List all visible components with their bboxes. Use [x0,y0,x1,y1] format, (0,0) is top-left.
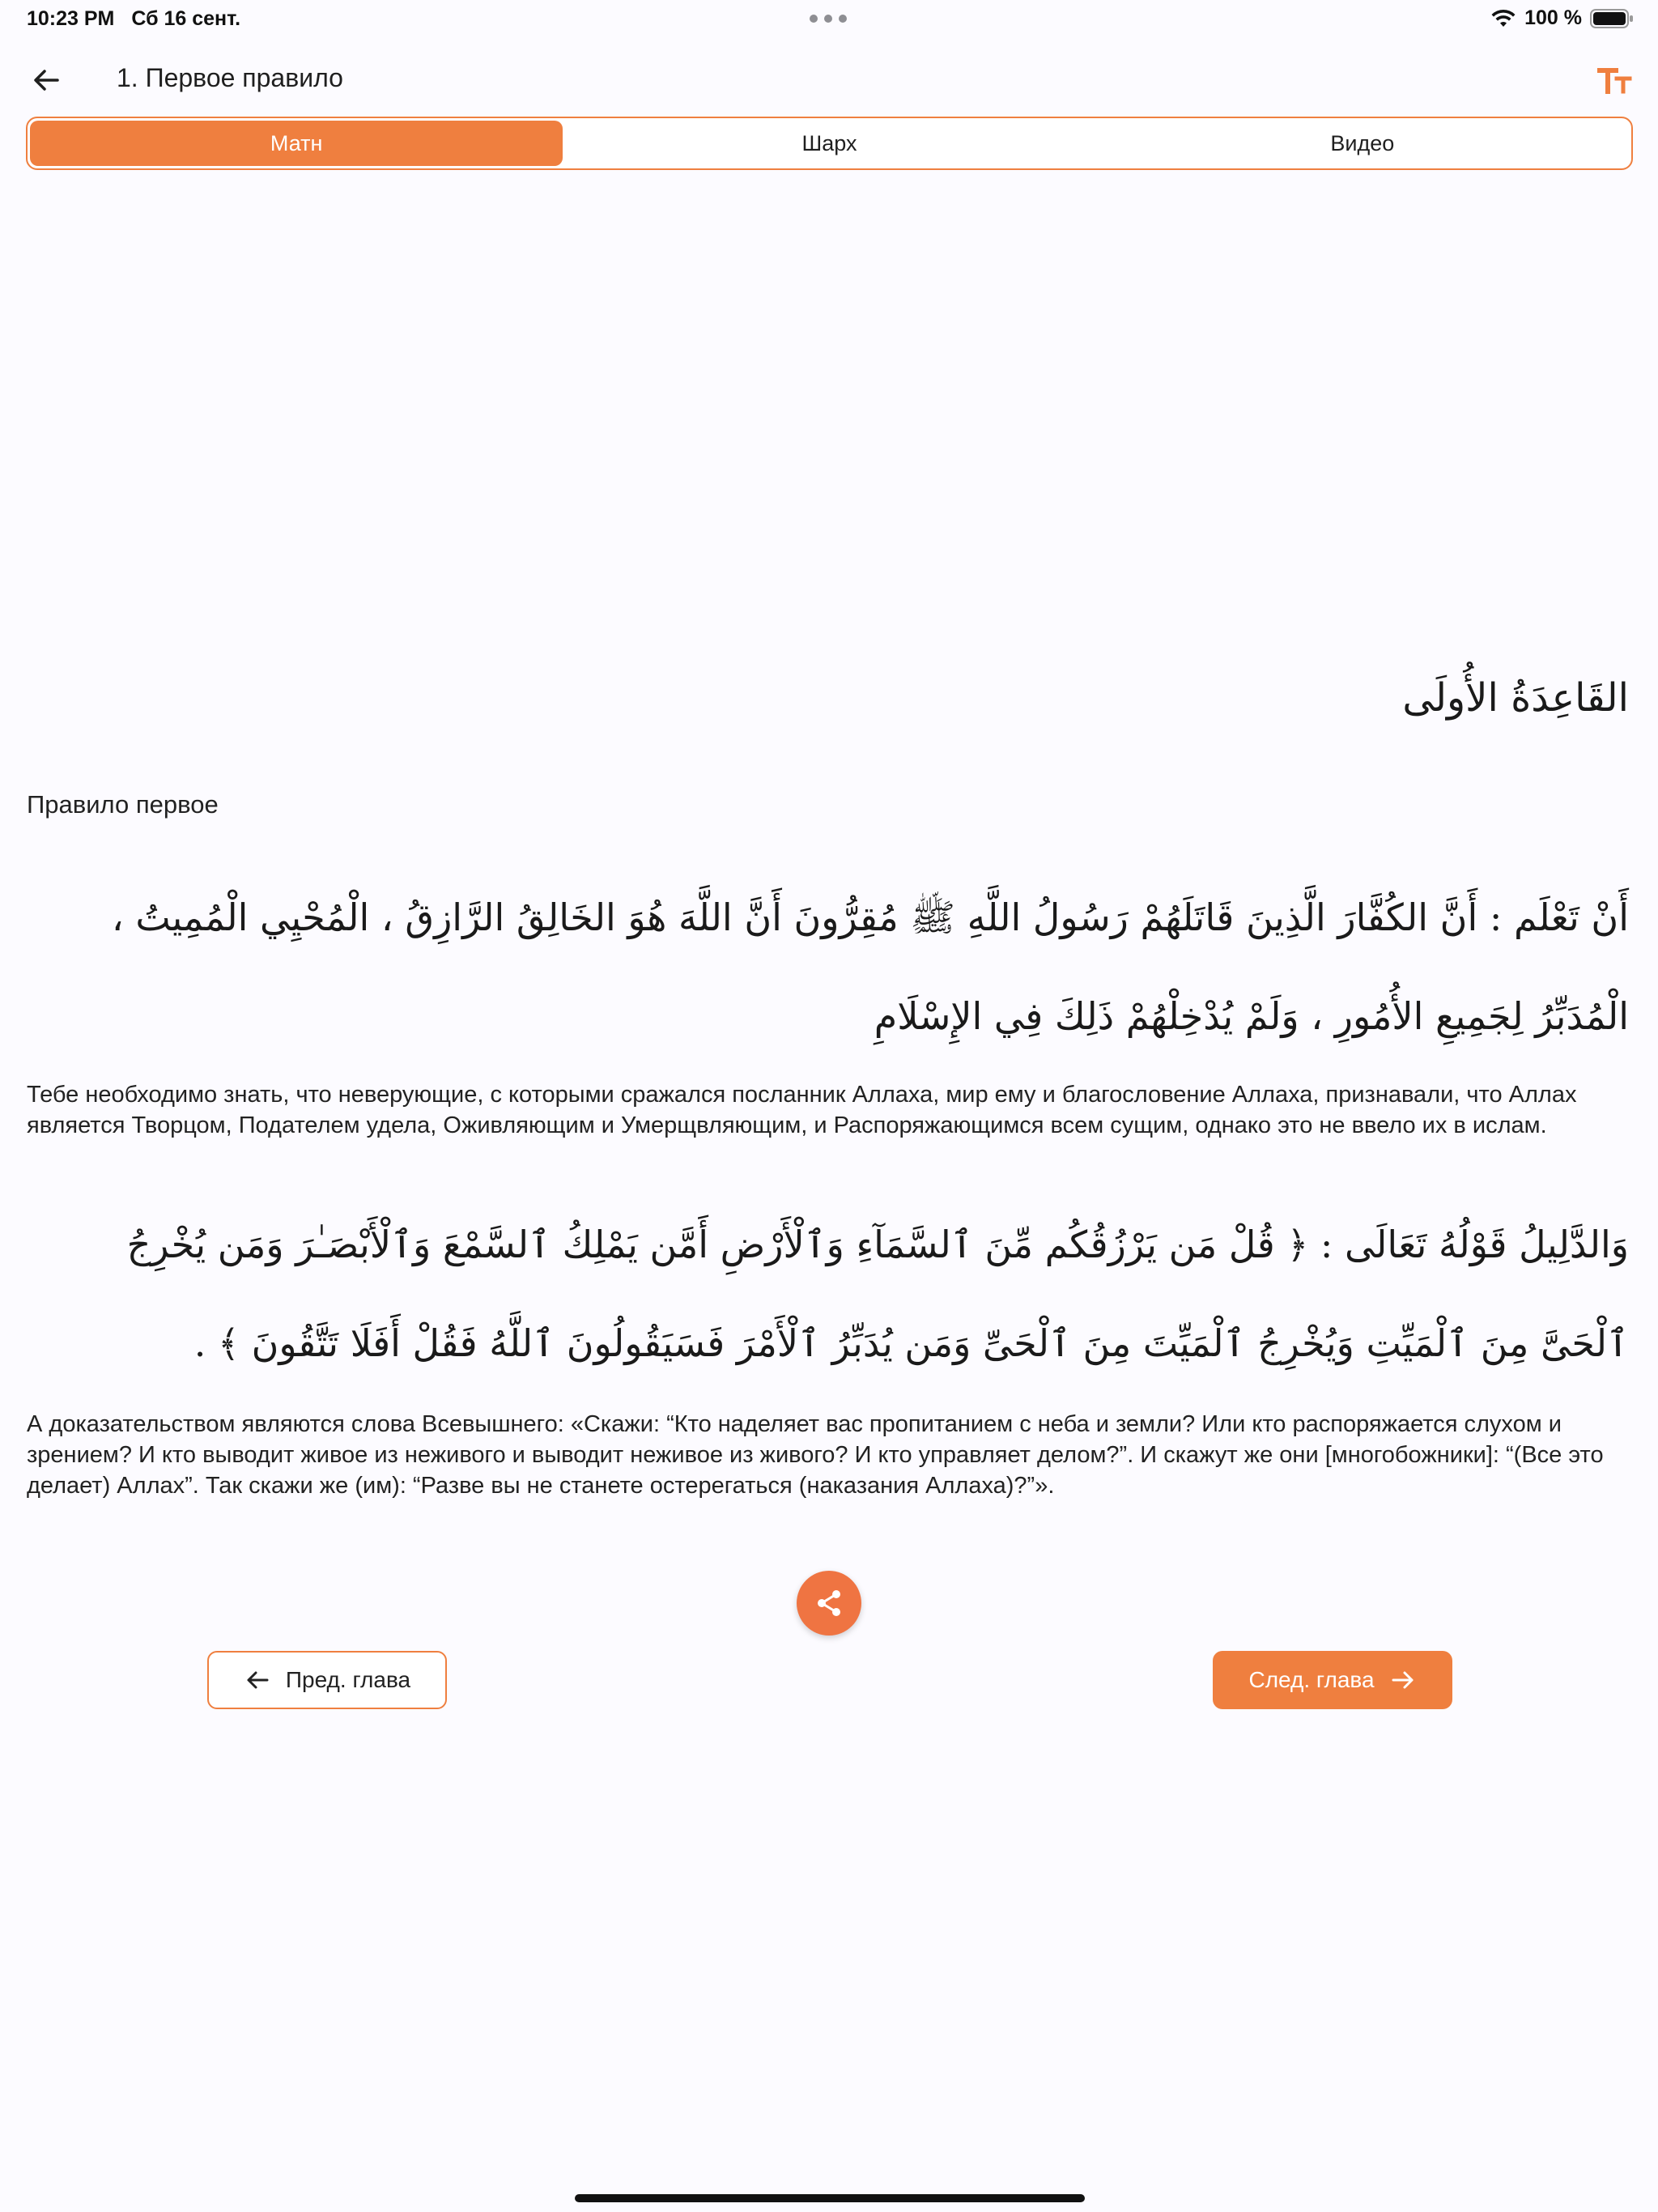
rule-heading: Правило первое [27,790,219,819]
segmented-tabs [26,117,1633,170]
prev-chapter-label: Пред. глава [285,1667,411,1692]
prev-chapter-button[interactable] [207,1651,447,1709]
status-bar [0,0,1658,40]
arrow-left-icon [244,1666,271,1694]
next-chapter-button[interactable] [1213,1651,1452,1709]
status-date-text: Сб 16 сент. [131,7,241,30]
share-button[interactable] [797,1571,861,1636]
font-size-button[interactable] [1593,58,1637,102]
tab-video[interactable]: Видео [1330,130,1395,155]
arrow-right-icon [1389,1666,1417,1694]
translation-2: А доказательством являются слова Всевышнего: «Скажи: “Кто наделяет вас пропитанием с неба и земли? Или кто распоряжается слухом и зрением? И кто выводит живое из неживого и выводит неживое из живого? И кто управляет делом?”. И скажут же они [многобожники]: “(Все это делает) Аллах”. Так скажи же (им): “Разве вы не станете остерегаться (наказания Аллаха)?”». [27,1411,1604,1499]
next-chapter-label: След. глава [1248,1667,1375,1692]
wifi-icon [1490,9,1516,28]
battery-icon [1590,8,1634,29]
arabic-title: القَاعِدَةُ الأُولَى [1402,675,1629,721]
home-indicator[interactable] [575,2194,1085,2202]
arabic-text-1: أَنْ تَعْلَم : أَنَّ الكُفَّارَ الَّذِينَ قَاتَلَهُمْ رَسُولُ اللَّهِ ﷺ مُقِرُّونَ أَنَّ اللَّهَ هُوَ الخَالِقُ الرَّازِقُ ، الْمُحْيِي الْمُمِيتُ ، الْمُدَبِّرُ لِجَمِيعِ الأُمُورِ ، وَلَمْ يُدْخِلْهُمْ ذَلِكَ فِي الإِسْلَامِ [111,895,1629,1038]
app-header [0,49,1658,108]
status-right [1490,6,1634,30]
page-title: 1. Первое правило [117,63,343,92]
tab-matn[interactable]: Матн [30,121,563,166]
arabic-text-2: وَالدَّلِيلُ قَوْلُهُ تَعَالَى : ﴿ قُلْ مَن يَرْزُقُكُم مِّنَ ٱلسَّمَآءِ وَٱلْأَرْضِ أَمَّن يَمْلِكُ ٱلسَّمْعَ وَٱلْأَبْصَـٰرَ وَمَن يُخْرِجُ ٱلْحَىَّ مِنَ ٱلْمَيِّتِ وَيُخْرِجُ ٱلْمَيِّتَ مِنَ ٱلْحَىِّ وَمَن يُدَبِّرُ ٱلْأَمْرَ فَسَيَقُولُونَ ٱللَّهُ فَقُلْ أَفَلَا تَتَّقُونَ ﴾ . [126,1223,1629,1365]
status-time [27,7,240,31]
status-time-text: 10:23 PM [27,7,115,30]
back-button[interactable] [24,58,68,102]
share-icon [813,1587,845,1619]
multitasking-dots-icon[interactable] [810,15,847,23]
arrow-left-icon [30,64,62,96]
translation-1: Тебе необходимо знать, что неверующие, с которыми сражался посланник Аллаха, мир ему и благословение Аллаха, признавали, что Аллах является Творцом, Подателем удела, Оживляющим и Умерщвляющим, и Распоряжающимся всем сущим, однако это не ввело их в ислам. [27,1082,1577,1138]
battery-percent: 100 % [1524,6,1582,29]
tab-sharh[interactable]: Шарх [801,130,857,155]
text-size-icon [1597,64,1633,96]
